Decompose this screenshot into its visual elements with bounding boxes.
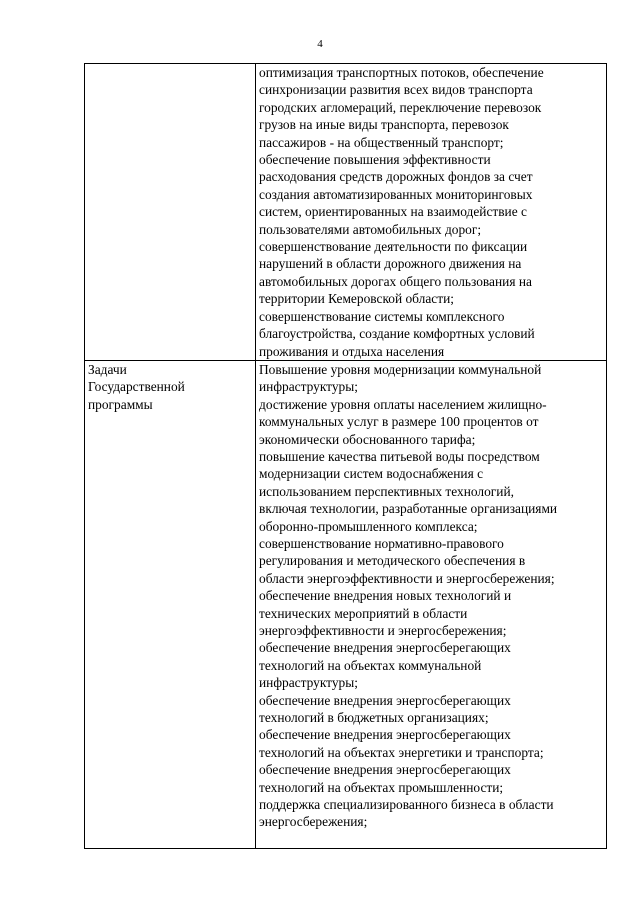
content-line: обеспечение внедрения энергосберегающих [259,640,511,656]
content-line: экономически обоснованного тарифа; [259,431,476,447]
table-row [85,64,607,361]
row-label-line: Задачи [88,361,127,377]
page-number: 4 [317,38,323,50]
content-line: нарушений в области дорожного движения на [259,256,522,272]
content-line: благоустройства, создание комфортных условий [259,326,535,342]
row-label-cell [85,64,256,361]
content-line: регулирования и методического обеспечения в [259,553,526,569]
content-line: поддержка специализированного бизнеса в области [259,797,554,813]
content-line: обеспечение внедрения энергосберегающих [259,692,511,708]
row-label-cell [85,360,256,848]
content-line: модернизации систем водоснабжения с [259,466,484,482]
row-content-cell [256,360,607,848]
row-label-line: программы [88,396,153,412]
content-line: территории Кемеровской области; [259,291,454,307]
content-line: инфраструктуры; [259,379,358,395]
content-line: технологий на объектах коммунальной [259,657,482,673]
content-line: энергоэффективности и энергосбережения; [259,623,507,638]
content-line: грузов на иные виды транспорта, перевозок [259,117,509,133]
content-line: энергосбережения; [259,814,368,830]
content-line: проживания и отдыха населения [259,343,445,359]
content-line: автомобильных дорогах общего пользования на [259,273,532,289]
content-line: Повышение уровня модернизации коммунальной [259,361,542,377]
row-label-line: Государственной [88,379,185,395]
content-line: инфраструктуры; [259,675,358,691]
content-line: коммунальных услуг в размере 100 процентов от [259,414,539,430]
content-line: технологий в бюджетных организациях; [259,710,489,726]
content-line: городских агломераций, переключение перевозок [259,99,542,115]
content-line: технологий на объектах энергетики и транспорта; [259,744,544,760]
content-line: использованием перспективных технологий, [259,483,514,499]
content-line: технических мероприятий в области [259,605,468,621]
content-line: создания автоматизированных мониторинговых [259,186,533,202]
content-line: совершенствование деятельности по фиксации [259,239,528,255]
content-line: совершенствование нормативно-правового [259,535,504,551]
content-line: синхронизации развития всех видов транспорта [259,82,533,98]
content-line: пользователями автомобильных дорог; [259,221,482,237]
table-row [85,360,607,848]
content-line: включая технологии, разработанные организациями [259,501,558,517]
content-line: совершенствование системы комплексного [259,308,505,324]
content-line: повышение качества питьевой воды посредством [259,448,540,464]
content-line: области энергоэффективности и энергосбережения; [259,570,555,586]
content-line: обеспечение внедрения энергосберегающих [259,727,511,743]
content-line: систем, ориентированных на взаимодействие с [259,204,527,220]
content-line: пассажиров - на общественный транспорт; [259,134,504,150]
content-line: обеспечение повышения эффективности [259,152,491,168]
program-table [84,63,607,849]
content-line: расходования средств дорожных фондов за счет [259,169,533,185]
row-content-cell [256,64,607,361]
content-line: оптимизация транспортных потоков, обеспечение [259,65,544,80]
content-line: оборонно-промышленного комплекса; [259,518,478,534]
content-line: обеспечение внедрения новых технологий и [259,588,512,604]
content-line: достижение уровня оплаты населением жилищно- [259,396,547,412]
content-line: обеспечение внедрения энергосберегающих [259,762,511,778]
content-line: технологий на объектах промышленности; [259,779,504,795]
